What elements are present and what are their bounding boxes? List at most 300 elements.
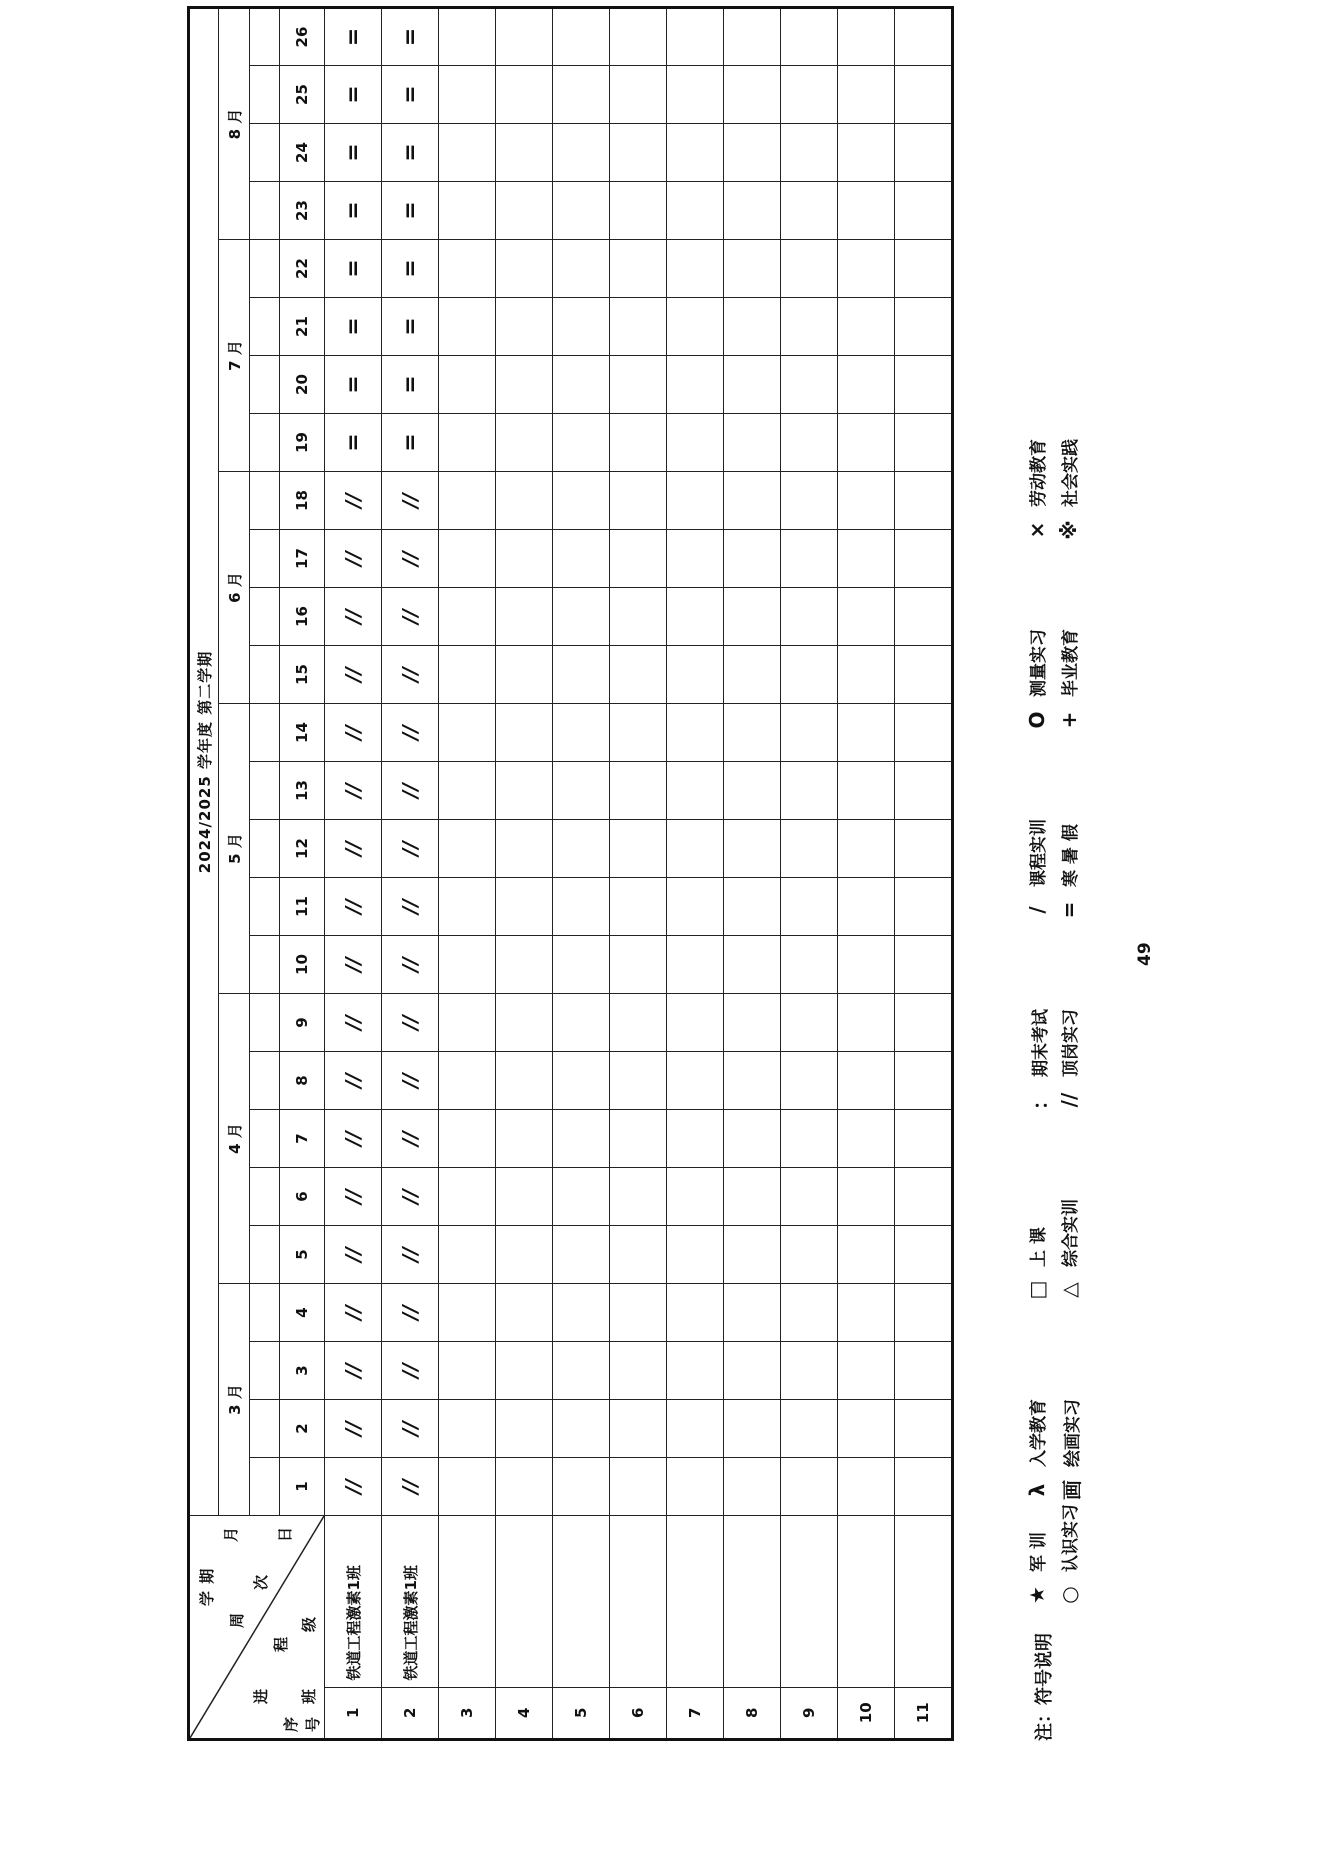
legend-item [1056,1199,1081,1301]
schedule-cell [895,1168,953,1226]
schedule-cell [781,182,838,240]
legend-item [1024,1009,1053,1111]
schedule-cell [496,298,553,356]
schedule-cell [667,240,724,298]
schedule-cell [667,356,724,414]
date-cell [249,124,279,182]
schedule-cell [496,936,553,994]
table-row [553,8,610,1740]
schedule-cell [895,356,953,414]
schedule-cell [781,1052,838,1110]
schedule-cell [838,588,895,646]
corner-semester: 学 期 [198,1567,216,1606]
schedule-cell [382,704,439,762]
schedule-mark: // [398,841,422,856]
schedule-cell [496,646,553,704]
schedule-cell [838,704,895,762]
date-cell [249,472,279,530]
table-row [667,8,724,1740]
schedule-mark: // [398,1073,422,1088]
schedule-cell [724,530,781,588]
schedule-cell [667,1400,724,1458]
row-seq: 2 [382,1687,439,1739]
schedule-cell [724,1400,781,1458]
schedule-cell [895,530,953,588]
schedule-mark: // [398,1131,422,1146]
schedule-cell [553,66,610,124]
schedule-cell [325,66,382,124]
schedule-mark: // [398,899,422,914]
week-number: 14 [280,704,325,762]
row-seq: 7 [667,1687,724,1739]
week-number: 23 [280,182,325,240]
schedule-mark: // [341,1073,365,1088]
schedule-cell [724,1458,781,1516]
date-cell [249,1458,279,1516]
corner-month: 月 [222,1525,240,1542]
schedule-cell [724,994,781,1052]
schedule-cell [838,472,895,530]
date-cell [249,1342,279,1400]
schedule-cell [610,1284,667,1342]
schedule-cell [610,994,667,1052]
schedule-cell [895,472,953,530]
schedule-cell [838,994,895,1052]
legend-text: 毕业教育 [1061,629,1081,697]
schedule-cell [553,240,610,298]
table-row [325,8,382,1740]
schedule-cell [724,936,781,994]
schedule-cell [895,124,953,182]
schedule-cell [496,1284,553,1342]
schedule-cell [724,414,781,472]
schedule-cell [439,1226,496,1284]
legend-item [1056,1504,1081,1606]
schedule-cell [781,298,838,356]
schedule-cell [439,356,496,414]
schedule-cell [610,704,667,762]
header-corner [189,1516,325,1740]
date-cell [249,878,279,936]
schedule-cell [610,414,667,472]
schedule-cell [895,66,953,124]
month-header: 3 月 [219,1284,249,1516]
week-number: 3 [280,1342,325,1400]
schedule-cell [667,1168,724,1226]
schedule-cell [553,182,610,240]
schedule-cell [382,530,439,588]
schedule-cell [781,414,838,472]
schedule-mark: // [398,551,422,566]
schedule-cell [895,414,953,472]
schedule-cell [667,704,724,762]
schedule-cell [439,182,496,240]
schedule-cell [496,472,553,530]
schedule-cell [325,646,382,704]
schedule-mark: // [398,725,422,740]
schedule-mark: // [398,1015,422,1030]
row-class-name [496,1516,553,1688]
week-number: 8 [280,1052,325,1110]
week-number: 16 [280,588,325,646]
schedule-cell [610,298,667,356]
schedule-cell [895,1226,953,1284]
date-cell [249,1226,279,1284]
date-cell [249,994,279,1052]
schedule-cell [439,298,496,356]
legend-text: 期末考试 [1031,1009,1051,1077]
schedule-cell [610,124,667,182]
row-class-name [781,1516,838,1688]
schedule-cell [439,646,496,704]
week-number: 7 [280,1110,325,1168]
date-cell [249,356,279,414]
schedule-cell [382,1052,439,1110]
schedule-cell [838,1110,895,1168]
schedule-cell [895,1400,953,1458]
schedule-cell [610,240,667,298]
schedule-cell [325,1342,382,1400]
schedule-mark: // [341,1015,365,1030]
schedule-cell [553,936,610,994]
schedule-mark: // [398,493,422,508]
schedule-cell [496,124,553,182]
week-number: 9 [280,994,325,1052]
schedule-mark: // [341,1305,365,1320]
schedule-mark: // [398,1479,422,1494]
schedule-cell [667,1110,724,1168]
row-seq: 10 [838,1687,895,1739]
schedule-mark: = [397,259,423,278]
table-row [781,8,838,1740]
schedule-cell [382,1400,439,1458]
schedule-mark: = [397,27,423,47]
schedule-cell [724,1342,781,1400]
schedule-cell [553,124,610,182]
schedule-cell [496,588,553,646]
legend-item [1056,824,1081,921]
schedule-cell [496,878,553,936]
schedule-mark: = [340,375,366,394]
schedule-cell [382,298,439,356]
legend-text: 上 课 [1029,1227,1049,1267]
schedule-cell [325,762,382,820]
schedule-cell [838,878,895,936]
schedule-cell [838,182,895,240]
schedule-cell [382,1342,439,1400]
schedule-cell [895,298,953,356]
schedule-cell [553,8,610,66]
schedule-mark: // [398,1189,422,1204]
legend-symbol: ※ [1056,520,1081,540]
schedule-cell [439,66,496,124]
legend-symbol: × [1024,521,1049,539]
schedule-mark: = [340,259,366,278]
schedule-cell [439,820,496,878]
schedule-cell [496,762,553,820]
schedule-cell [610,182,667,240]
schedule-mark: // [341,667,365,682]
week-number: 20 [280,356,325,414]
schedule-cell [553,820,610,878]
schedule-cell [838,1284,895,1342]
schedule-cell [382,356,439,414]
corner-class-label2: 级 [300,1615,318,1632]
schedule-cell [895,240,953,298]
date-cell [249,1168,279,1226]
legend-text: 劳动教育 [1029,439,1049,507]
month-row [219,8,249,1740]
schedule-cell [325,1168,382,1226]
date-cell [249,646,279,704]
schedule-cell [496,1110,553,1168]
schedule-cell [838,1226,895,1284]
date-cell [249,1284,279,1342]
schedule-cell [895,762,953,820]
row-seq: 11 [895,1687,953,1739]
schedule-mark: // [341,1479,365,1494]
page-number: 49 [1135,942,1155,966]
legend-symbol: ： [1028,1090,1052,1110]
date-cell [249,240,279,298]
schedule-cell [325,704,382,762]
schedule-mark: = [397,201,423,220]
schedule-cell [382,762,439,820]
schedule-cell [667,414,724,472]
schedule-cell [325,472,382,530]
schedule-cell [325,1110,382,1168]
schedule-mark: = [340,27,366,47]
row-class-name [610,1516,667,1688]
week-number: 1 [280,1458,325,1516]
schedule-cell [382,588,439,646]
schedule-cell [838,298,895,356]
legend-symbol: = [1056,901,1081,919]
schedule-cell [496,414,553,472]
schedule-cell [895,1052,953,1110]
schedule-cell [838,1400,895,1458]
schedule-cell [439,878,496,936]
schedule-cell [895,1342,953,1400]
schedule-cell [553,530,610,588]
schedule-cell [667,994,724,1052]
month-header: 7 月 [219,240,249,472]
schedule-cell [325,588,382,646]
schedule-cell [553,1342,610,1400]
schedule-cell [667,936,724,994]
schedule-cell [610,1168,667,1226]
row-seq: 1 [325,1687,382,1739]
schedule-cell [610,762,667,820]
schedule-cell [610,8,667,66]
schedule-cell [382,1458,439,1516]
schedule-cell [496,66,553,124]
schedule-mark: // [341,609,365,624]
week-number: 22 [280,240,325,298]
schedule-cell [724,124,781,182]
schedule-cell [838,240,895,298]
schedule-table [187,6,954,1741]
schedule-cell [667,588,724,646]
legend-symbol: λ [1024,1483,1049,1497]
schedule-cell [895,820,953,878]
schedule-mark: // [398,1247,422,1262]
corner-day: 日 [276,1525,294,1542]
schedule-cell [781,8,838,66]
schedule-cell [895,8,953,66]
schedule-cell [439,530,496,588]
schedule-cell [553,762,610,820]
schedule-cell [838,646,895,704]
legend-text: 入学教育 [1029,1399,1049,1467]
schedule-cell [496,530,553,588]
schedule-cell [439,704,496,762]
month-header: 5 月 [219,704,249,994]
schedule-cell [553,298,610,356]
schedule-cell [496,1052,553,1110]
schedule-cell [667,1052,724,1110]
schedule-cell [325,530,382,588]
schedule-cell [667,298,724,356]
schedule-cell [667,646,724,704]
date-cell [249,414,279,472]
month-header: 6 月 [219,472,249,704]
schedule-cell [838,1342,895,1400]
week-number: 4 [280,1284,325,1342]
row-class-name [838,1516,895,1688]
schedule-cell [838,414,895,472]
schedule-cell [667,820,724,878]
legend-item [1056,629,1081,731]
schedule-cell [610,878,667,936]
schedule-cell [781,1168,838,1226]
schedule-cell [610,1400,667,1458]
schedule-cell [325,240,382,298]
row-seq: 8 [724,1687,781,1739]
schedule-cell [724,1168,781,1226]
schedule-cell [325,182,382,240]
schedule-grid [187,6,954,1741]
schedule-cell [895,936,953,994]
legend [1020,241,1110,1741]
schedule-mark: // [398,957,422,972]
schedule-cell [439,1110,496,1168]
schedule-mark: // [341,1247,365,1262]
corner-seq2: 号 [304,1715,322,1732]
schedule-cell [439,1284,496,1342]
legend-item [1056,1399,1085,1501]
schedule-cell [325,878,382,936]
schedule-cell [382,646,439,704]
schedule-cell [838,762,895,820]
table-row [439,8,496,1740]
schedule-cell [838,8,895,66]
schedule-mark: = [340,85,366,104]
schedule-cell [439,588,496,646]
legend-item [1024,1227,1049,1301]
legend-text: 综合实训 [1061,1199,1081,1267]
schedule-cell [610,530,667,588]
date-cell [249,1110,279,1168]
schedule-mark: // [341,493,365,508]
schedule-cell [895,878,953,936]
schedule-cell [610,1110,667,1168]
schedule-cell [781,820,838,878]
schedule-cell [667,762,724,820]
schedule-cell [724,878,781,936]
schedule-cell [781,994,838,1052]
schedule-mark: // [341,783,365,798]
schedule-mark: // [341,1189,365,1204]
legend-item [1056,439,1081,541]
schedule-cell [838,356,895,414]
legend-text: 顶岗实习 [1061,1009,1081,1077]
schedule-cell [781,762,838,820]
schedule-cell [553,1400,610,1458]
date-cell [249,762,279,820]
schedule-cell [895,994,953,1052]
schedule-mark: // [341,1421,365,1436]
date-cell [249,66,279,124]
schedule-cell [781,472,838,530]
schedule-cell [439,1400,496,1458]
schedule-mark: // [341,841,365,856]
schedule-cell [553,414,610,472]
schedule-cell [382,820,439,878]
schedule-cell [895,1284,953,1342]
schedule-cell [553,704,610,762]
schedule-mark: = [340,433,366,452]
schedule-cell [895,1110,953,1168]
row-class-name [895,1516,953,1688]
legend-symbol: / [1024,906,1049,914]
schedule-cell [325,936,382,994]
schedule-cell [496,1458,553,1516]
schedule-cell [382,1168,439,1226]
schedule-cell [781,588,838,646]
row-class-name [667,1516,724,1688]
table-row [382,8,439,1740]
schedule-cell [610,936,667,994]
schedule-cell [667,182,724,240]
legend-item [1024,819,1049,921]
row-class-name: 铁道工程激素1班 [325,1516,382,1688]
row-seq: 9 [781,1687,838,1739]
schedule-cell [439,1168,496,1226]
schedule-cell [724,588,781,646]
week-number: 15 [280,646,325,704]
corner-week: 周 [228,1611,246,1628]
schedule-mark: // [398,1421,422,1436]
schedule-cell [439,414,496,472]
schedule-cell [610,1458,667,1516]
schedule-cell [553,646,610,704]
schedule-cell [553,1110,610,1168]
schedule-cell [439,762,496,820]
week-number: 19 [280,414,325,472]
schedule-cell [724,1110,781,1168]
schedule-cell [667,878,724,936]
schedule-mark: // [398,609,422,624]
week-number: 11 [280,878,325,936]
legend-item [1024,1532,1049,1606]
corner-progress: 进 [252,1687,270,1704]
schedule-cell [781,124,838,182]
schedule-cell [724,1284,781,1342]
schedule-cell [724,472,781,530]
schedule-cell [610,472,667,530]
date-cell [249,182,279,240]
